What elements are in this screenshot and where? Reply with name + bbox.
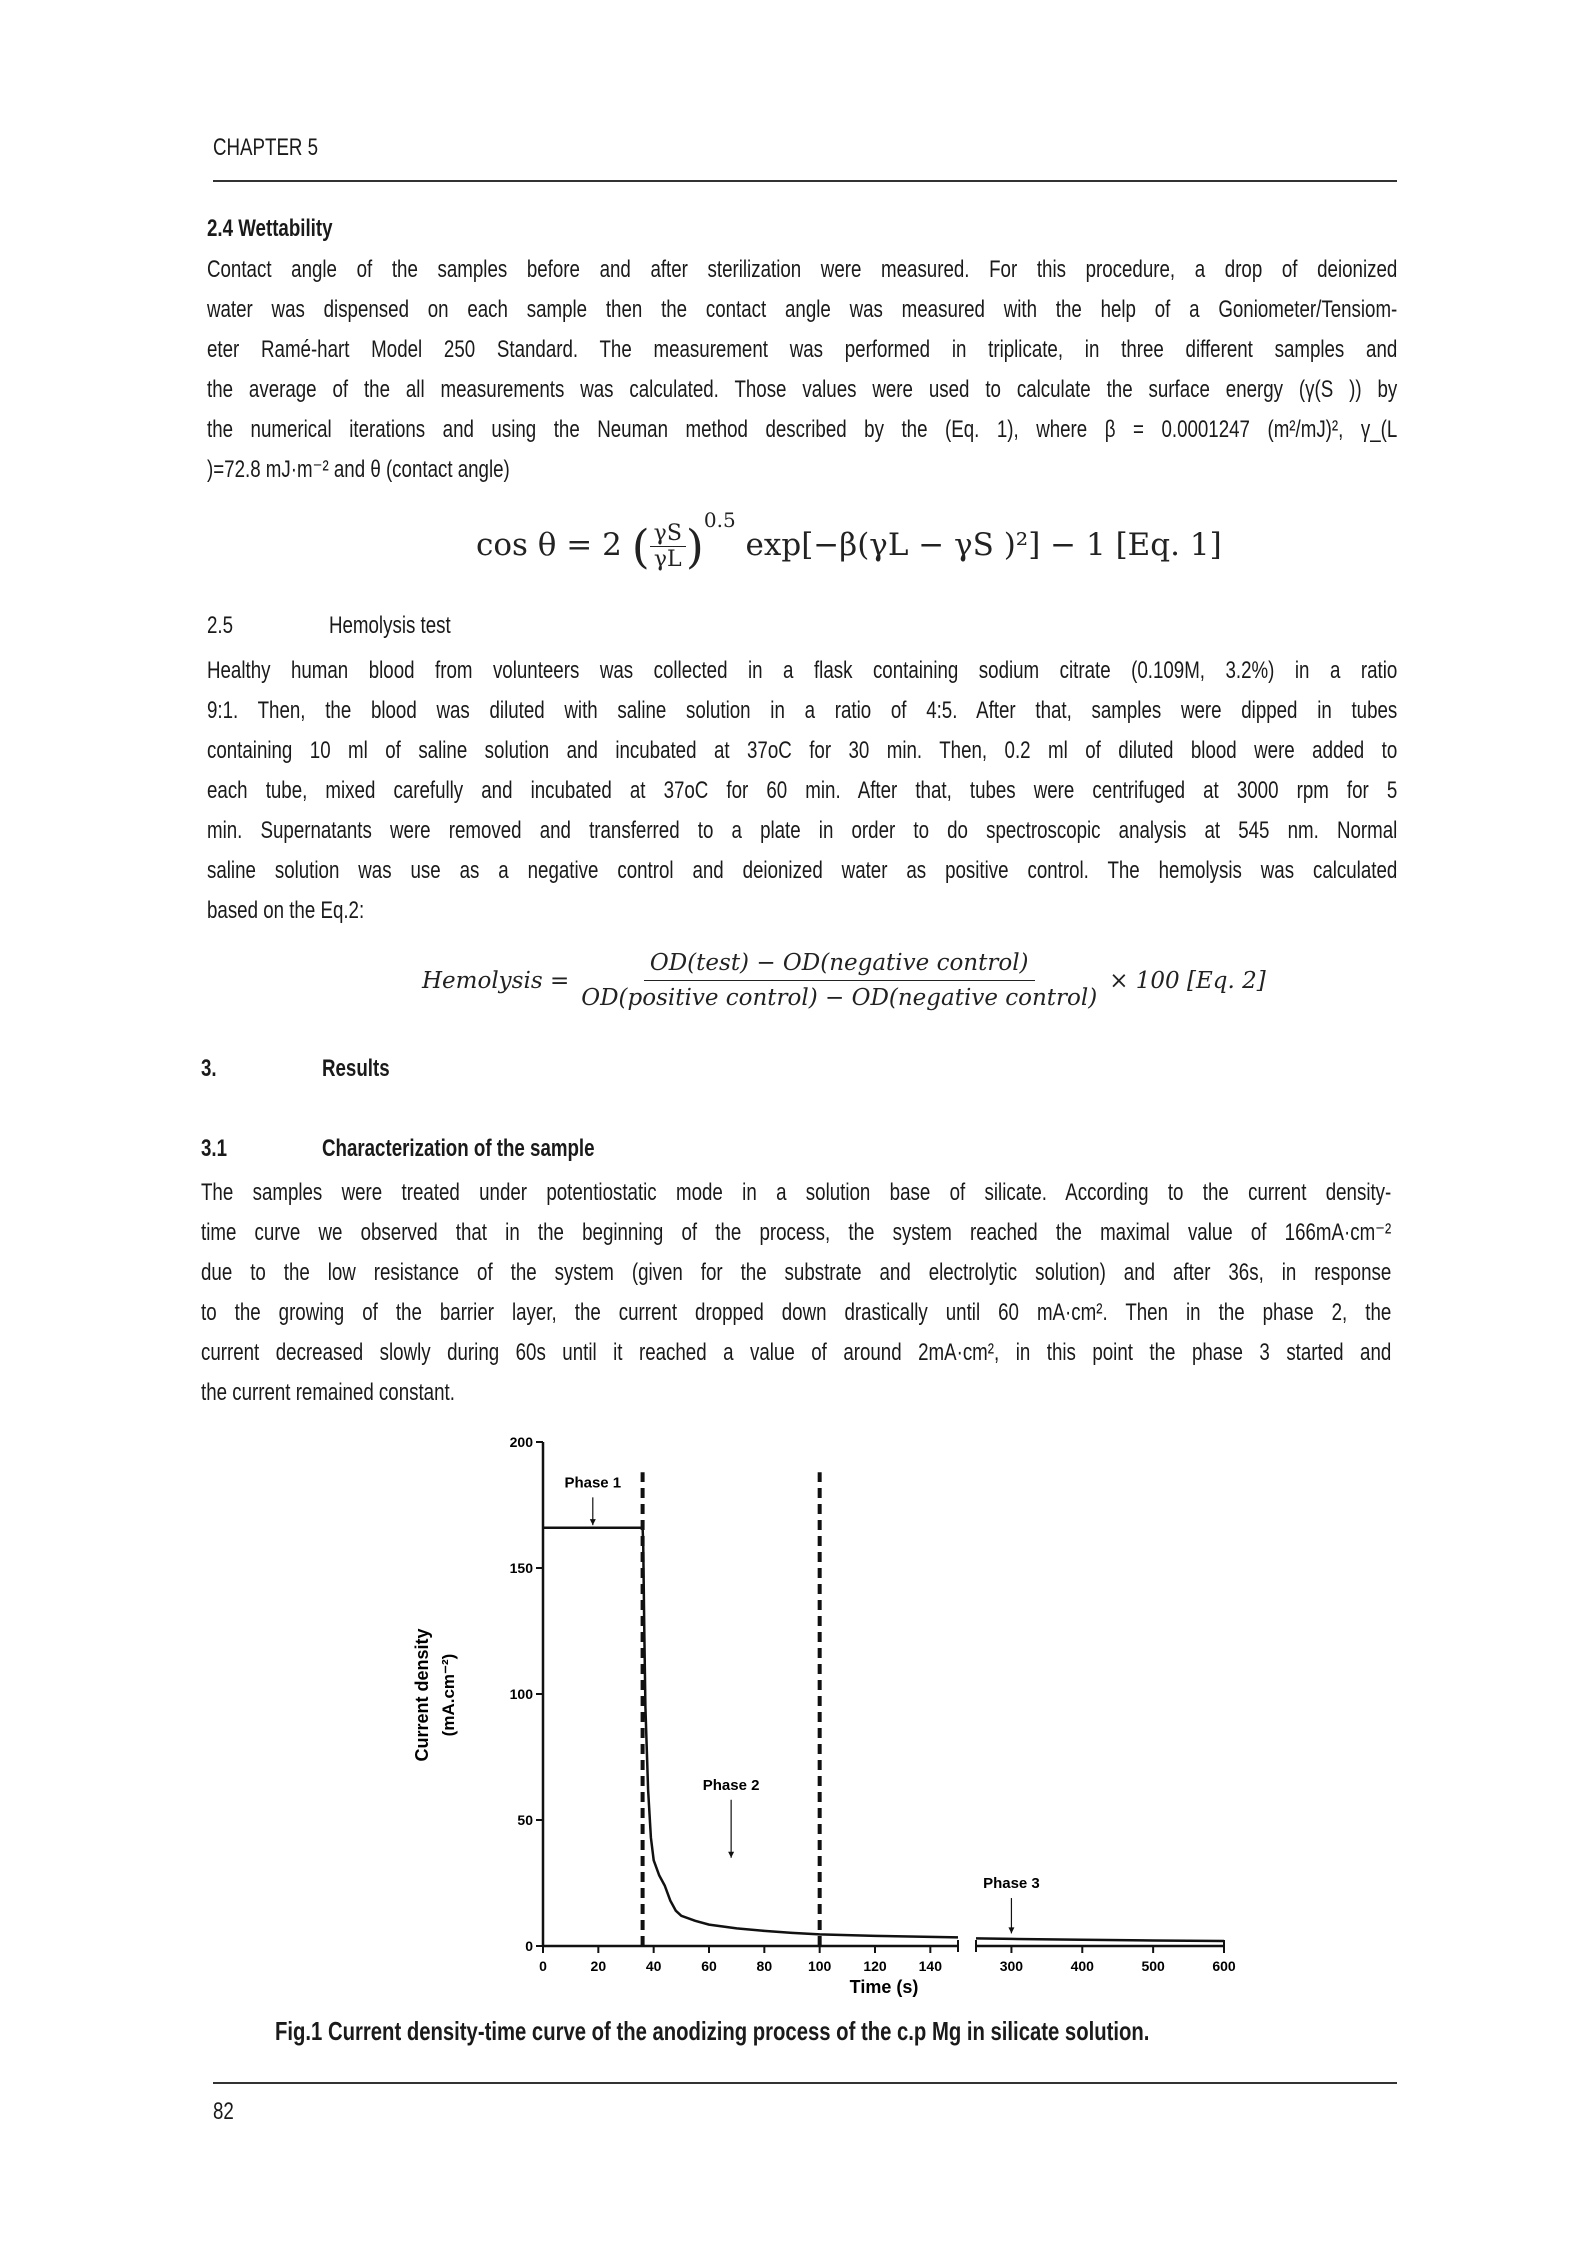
current-density-chart <box>380 1400 1250 2020</box>
text-line: saline solution was use as a negative control and deionized water as positive control. The hemolysis was calculated <box>207 857 1398 884</box>
arrowhead-icon <box>590 1519 596 1525</box>
equation-1: cos θ = 2 ( $\frac{\gamma S}{\gamma L}$ )$^{0.5}$ exp[−β(γL − γS )²] − 1 [Eq. 1] <box>476 508 1222 574</box>
section-number-2-5: 2.5 <box>207 612 234 639</box>
eq1-num: γS <box>650 521 686 547</box>
arrowhead-icon <box>1008 1927 1014 1933</box>
text-line: The samples were treated under potentiostatic mode in a solution base of silicate. According to the current density- <box>201 1179 1392 1206</box>
x-tick-label: 500 <box>1141 1958 1165 1974</box>
phase-label: Phase 3 <box>983 1875 1040 1893</box>
text-line: )=72.8 mJ·m⁻² and θ (contact angle) <box>207 456 510 483</box>
y-tick-label: 0 <box>525 1938 533 1954</box>
x-tick-label: 20 <box>590 1958 607 1974</box>
paragraph-hemolysis <box>207 651 1397 931</box>
section-heading-2-5: Hemolysis test <box>329 612 451 639</box>
paragraph-wettability <box>207 250 1397 490</box>
section-number-3-1: 3.1 <box>201 1135 228 1162</box>
y-tick-label: 200 <box>509 1434 533 1450</box>
x-axis-label: Time (s) <box>849 1977 919 1997</box>
y-tick-label: 100 <box>509 1686 533 1702</box>
arrowhead-icon <box>728 1852 734 1858</box>
text-line: eter Ramé-hart Model 250 Standard. The measurement was performed in triplicate, in three different samples and <box>207 336 1398 363</box>
x-tick-label: 80 <box>756 1958 773 1974</box>
text-line: water was dispensed on each sample then the contact angle was measured with the help of a Goniometer/Tensiom- <box>207 296 1398 323</box>
phase-label: Phase 2 <box>702 1776 760 1794</box>
section-number-3: 3. <box>201 1055 217 1082</box>
eq2-den: OD(positive control) − OD(negative control) <box>581 985 1098 1011</box>
chapter-header: CHAPTER 5 <box>213 134 319 161</box>
x-tick-label: 40 <box>645 1958 662 1974</box>
text-line: due to the low resistance of the system (given for the substrate and electrolytic solution) and after 36s, in response <box>201 1259 1392 1286</box>
x-tick-label: 0 <box>539 1958 547 1974</box>
eq2-lhs: Hemolysis = <box>422 967 570 994</box>
y-axis-unit: (mA.cm⁻²) <box>439 1653 458 1737</box>
text-line: the numerical iterations and using the Neuman method described by the (Eq. 1), where β = 0.0001247 (m²/mJ)², γ_(L <box>207 416 1398 443</box>
section-heading-results: Results <box>322 1055 390 1082</box>
equation-2 <box>422 950 1266 1011</box>
data-line <box>543 1528 958 1938</box>
eq2-rhs: × 100 [Eq. 2] <box>1109 967 1266 994</box>
x-tick-label: 400 <box>1070 1958 1094 1974</box>
text-line: 9:1. Then, the blood was diluted with saline solution in a ratio of 4:5. After that, samples were dipped in tubes <box>207 697 1398 724</box>
text-line: each tube, mixed carefully and incubated at 37oC for 60 min. After that, tubes were centrifuged at 3000 rpm for 5 <box>207 777 1398 804</box>
text-line: Healthy human blood from volunteers was collected in a flask containing sodium citrate (0.109M, 3.2%) in a ratio <box>207 657 1398 684</box>
page-number: 82 <box>213 2098 234 2125</box>
data-line <box>976 1938 1224 1941</box>
text-line: to the growing of the barrier layer, the current dropped down drastically until 60 mA·cm². Then in the phase 2, the <box>201 1299 1392 1326</box>
phase-label: Phase 1 <box>564 1474 622 1492</box>
text-line: current decreased slowly during 60s until it reached a value of around 2mA·cm², in this point the phase 3 started and <box>201 1339 1392 1366</box>
x-tick-label: 600 <box>1212 1958 1236 1974</box>
eq1-exponent: 0.5 <box>703 508 736 532</box>
footer-rule <box>213 2082 1397 2084</box>
header-rule <box>213 180 1397 182</box>
text-line: time curve we observed that in the beginning of the process, the system reached the maximal value of 166mA·cm⁻² <box>201 1219 1392 1246</box>
text-line: the current remained constant. <box>201 1379 455 1406</box>
x-tick-label: 100 <box>807 1958 832 1974</box>
text-line: min. Supernatants were removed and transferred to a plate in order to do spectroscopic analysis at 545 nm. Normal <box>207 817 1398 844</box>
eq1-den: γL <box>653 547 682 572</box>
section-heading-3-1: Characterization of the sample <box>322 1135 595 1162</box>
eq2-num: OD(test) − OD(negative control) <box>644 950 1035 981</box>
x-tick-label: 140 <box>918 1958 943 1974</box>
figure-caption: Fig.1 Current density-time curve of the anodizing process of the c.p Mg in silicate solution. <box>275 2016 1150 2046</box>
text-line: based on the Eq.2: <box>207 897 365 924</box>
x-tick-label: 300 <box>999 1958 1024 1974</box>
y-tick-label: 150 <box>509 1560 533 1576</box>
x-tick-label: 60 <box>701 1958 717 1974</box>
paragraph-characterization <box>201 1173 1391 1413</box>
y-tick-label: 50 <box>517 1812 533 1828</box>
text-line: Contact angle of the samples before and after sterilization were measured. For this procedure, a drop of deionized <box>207 256 1398 283</box>
eq1-lhs: cos θ = 2 <box>476 527 622 563</box>
text-line: containing 10 ml of saline solution and incubated at 37oC for 30 min. Then, 0.2 ml of diluted blood were added to <box>207 737 1398 764</box>
text-line: the average of the all measurements was calculated. Those values were used to calculate the surface energy (γ(S )) by <box>207 376 1398 403</box>
eq1-rhs: exp[−β(γL − γS )²] − 1 [Eq. 1] <box>745 527 1222 563</box>
x-tick-label: 120 <box>863 1958 887 1974</box>
section-heading-2-4: 2.4 Wettability <box>207 215 333 242</box>
y-axis-label: Current density <box>412 1628 432 1762</box>
